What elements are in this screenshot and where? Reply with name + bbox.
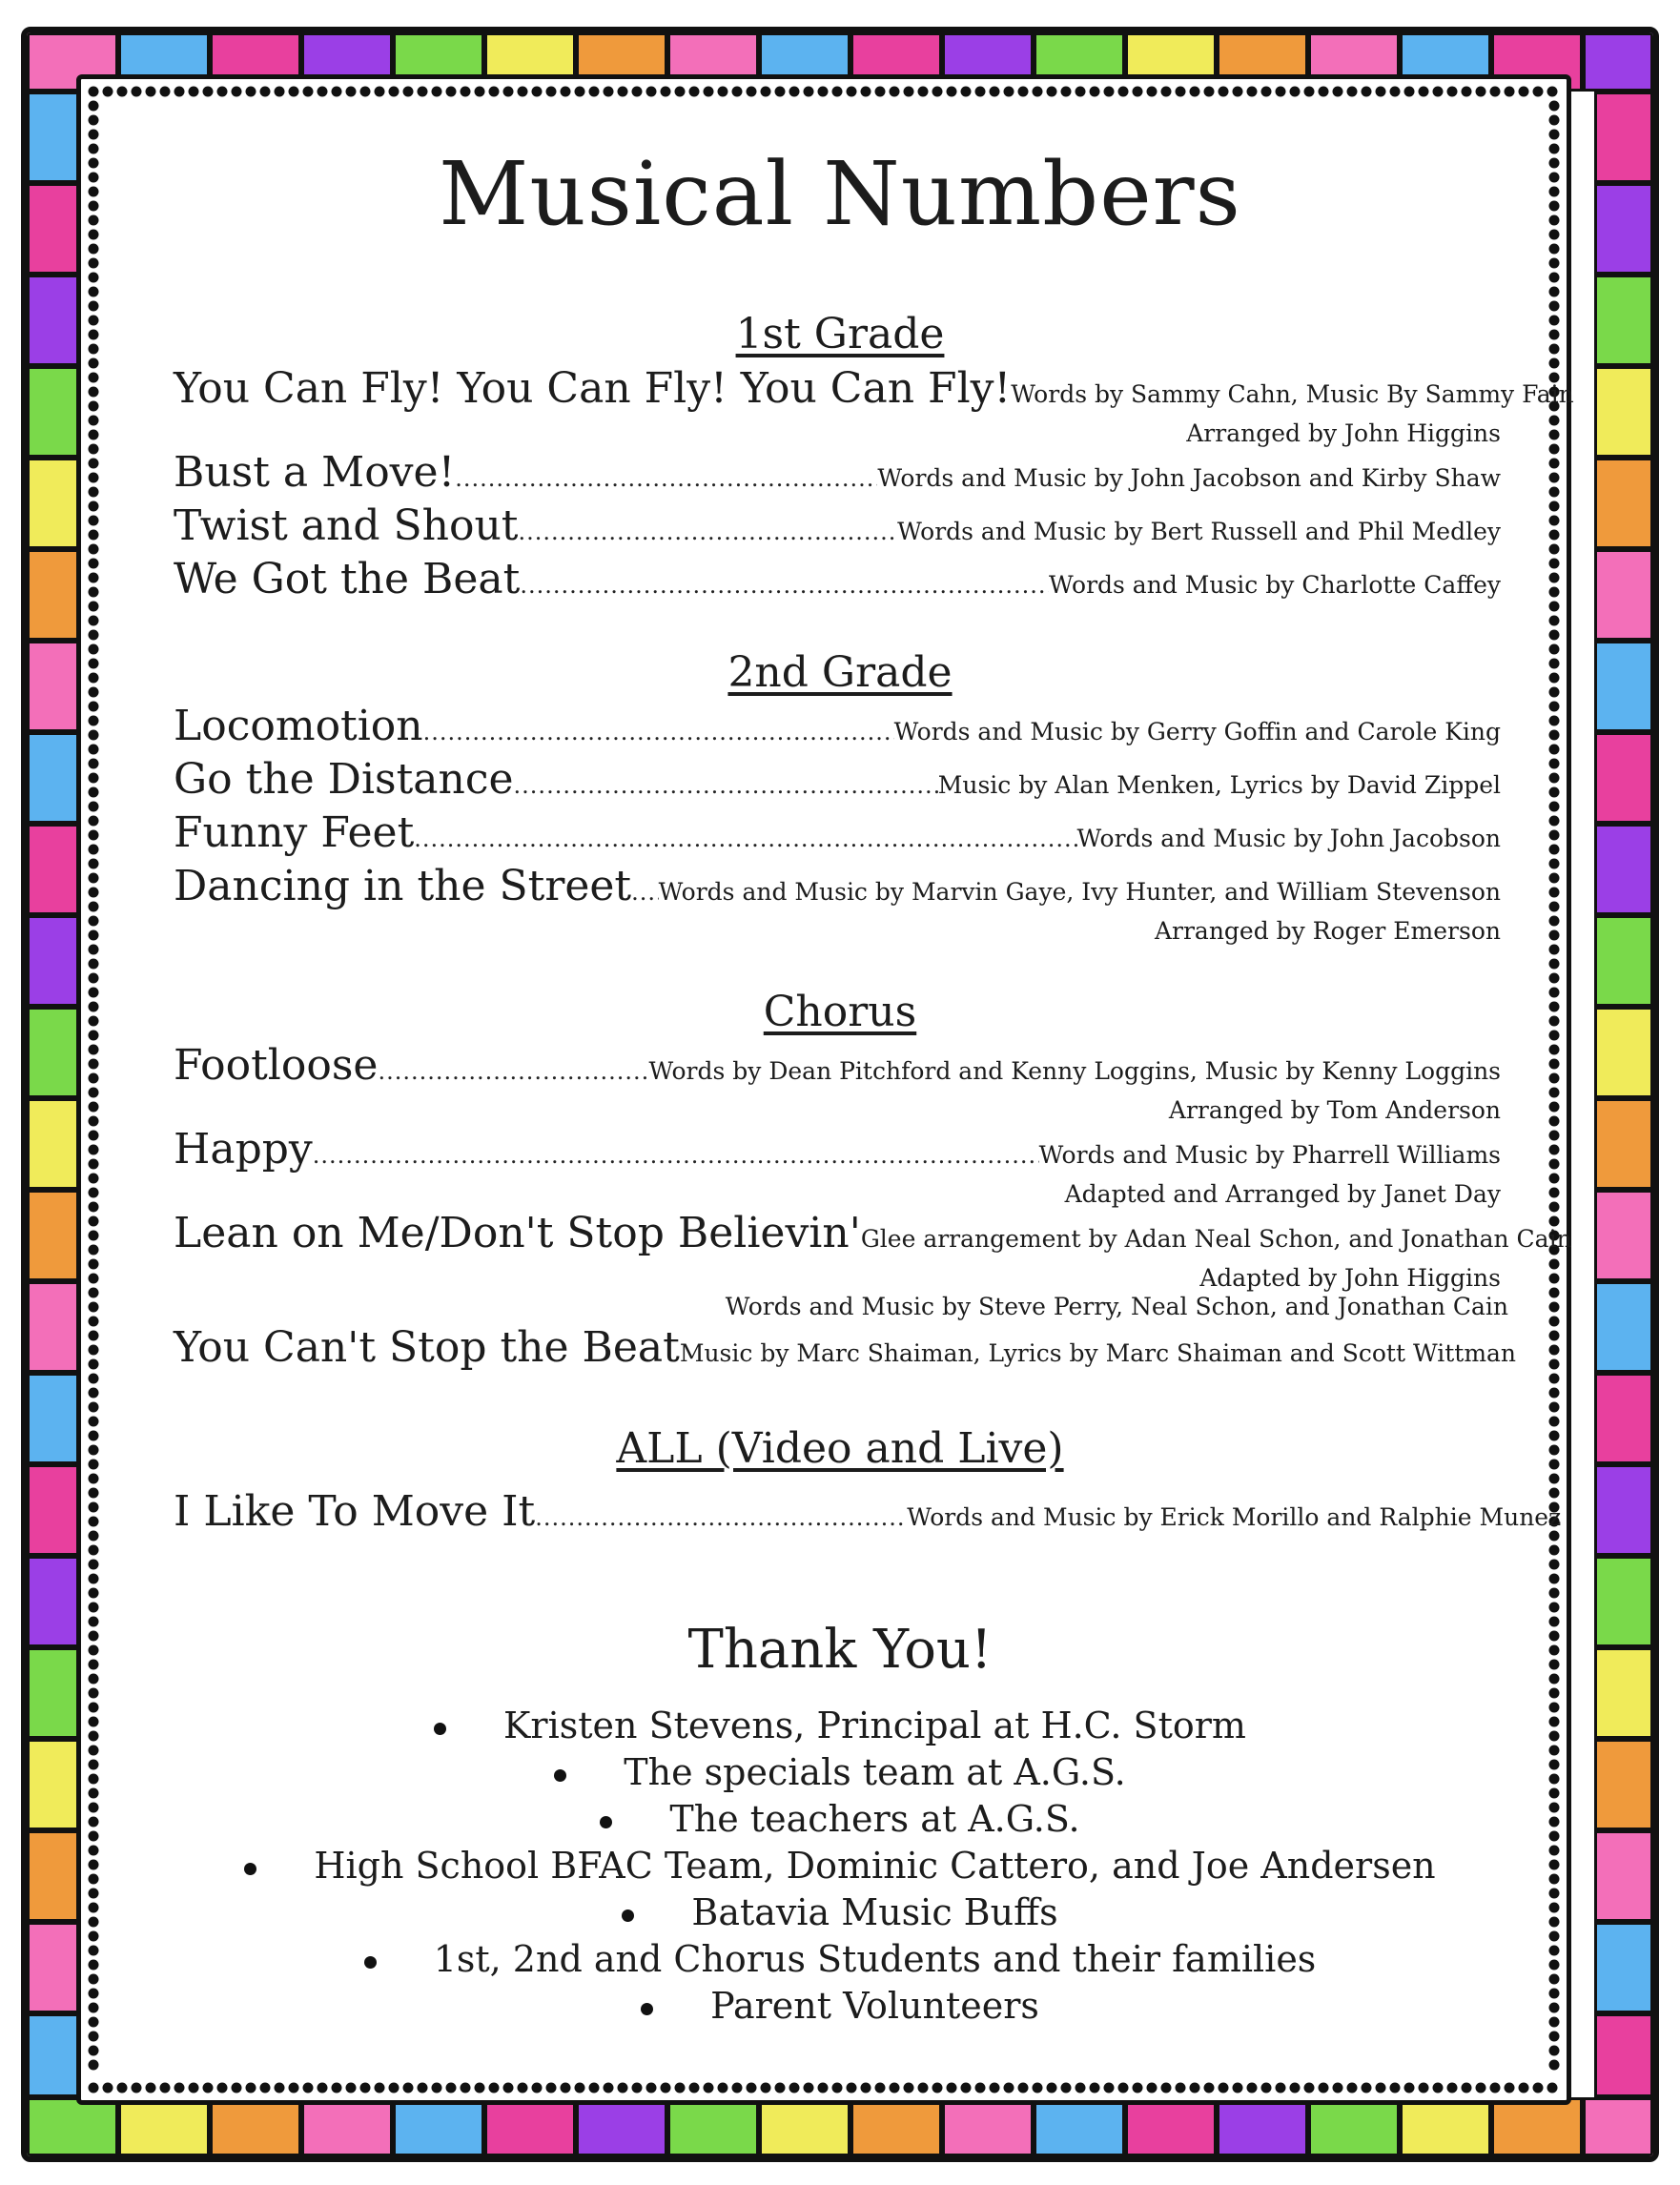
dot-leader [535,1504,907,1531]
song-credit: Words and Music by Marvin Gaye, Ivy Hunter, and William Stevenson [658,878,1501,906]
dot-leader [313,1142,1039,1169]
song-title: Lean on Me/Don't Stop Believin' [174,1209,861,1257]
thank-you-list [0,1703,1680,2030]
song-row [174,501,1501,550]
song-row [174,702,1501,750]
song-credit: Words and Music by Pharrell Williams [1038,1141,1501,1169]
song-credit-extra: Arranged by John Higgins [1186,419,1501,447]
bullet-icon [554,1769,566,1782]
dot-leader [423,719,894,745]
thank-you-item: Kristen Stevens, Principal at H.C. Storm [503,1705,1246,1746]
song-credit: Words and Music by John Jacobson [1076,825,1501,852]
song-row [174,1041,1501,1090]
song-title: Twist and Shout [174,501,519,550]
song-credit: Glee arrangement by Adan Neal Schon, and Jonathan Cain [860,1225,1572,1253]
dot-leader [378,1058,648,1085]
list-item [0,1889,1680,1936]
section-heading-chorus: Chorus [763,988,917,1036]
song-row [174,1487,1562,1536]
dot-leader [520,572,1049,599]
song-credit: Music by Alan Menken, Lyrics by David Zippel [937,771,1501,799]
dot-leader [518,519,897,545]
song-credit-extra: Arranged by Tom Anderson [1168,1096,1501,1124]
bullet-icon [434,1723,446,1735]
song-credit: Words by Sammy Cahn, Music By Sammy Fain [1011,380,1574,408]
list-item [0,1796,1680,1843]
song-title: Dancing in the Street [174,862,632,910]
thank-you-item: The specials team at A.G.S. [624,1751,1126,1793]
song-row [174,862,1501,910]
song-credit-extra: Adapted by John Higgins [1199,1264,1501,1292]
song-credit: Words and Music by Charlotte Caffey [1049,571,1501,599]
list-item [0,1703,1680,1749]
song-credit-extra: Adapted and Arranged by Janet Day [1064,1180,1501,1208]
list-item [0,1843,1680,1889]
song-credit-extra: Arranged by Roger Emerson [1154,917,1501,945]
list-item [0,1749,1680,1796]
song-row [174,364,1574,413]
thank-you-item: 1st, 2nd and Chorus Students and their families [433,1938,1317,1980]
song-row [174,555,1501,603]
song-title: You Can't Stop the Beat [174,1323,680,1372]
song-credit: Music by Marc Shaiman, Lyrics by Marc Shaiman and Scott Wittman [679,1339,1517,1367]
dot-leader [414,826,1076,852]
thank-you-item: The teachers at A.G.S. [669,1798,1080,1840]
song-row [174,1125,1501,1174]
song-row [174,1323,1517,1372]
page-title: Musical Numbers [439,143,1241,245]
dot-leader [514,772,938,799]
section-heading-1st-grade: 1st Grade [735,310,945,358]
song-credit: Words and Music by Gerry Goffin and Carole King [893,718,1501,745]
song-credit-extra: Words and Music by Steve Perry, Neal Schon, and Jonathan Cain [725,1293,1508,1320]
song-row [174,808,1501,857]
list-item [0,1936,1680,1983]
bullet-icon [622,1909,634,1922]
song-credit: Words by Dean Pitchford and Kenny Loggins, Music by Kenny Loggins [648,1057,1501,1085]
section-heading-2nd-grade: 2nd Grade [727,648,953,697]
dot-leader [631,879,659,906]
song-credit: Words and Music by Bert Russell and Phil Medley [897,518,1501,545]
song-title: Funny Feet [174,808,415,857]
thank-you-heading: Thank You! [687,1619,993,1681]
thank-you-item: Parent Volunteers [710,1985,1039,2027]
section-heading-all: ALL (Video and Live) [616,1424,1064,1473]
song-title: You Can Fly! You Can Fly! You Can Fly! [174,364,1012,413]
song-credit: Words and Music by Erick Morillo and Ralphie Munez [907,1503,1562,1531]
bullet-icon [600,1816,612,1828]
song-title: I Like To Move It [174,1487,536,1536]
bullet-icon [641,2003,653,2015]
thank-you-item: Batavia Music Buffs [691,1891,1058,1933]
dot-leader [455,465,877,492]
song-row [174,448,1501,497]
song-title: Go the Distance [174,755,514,804]
song-title: Footloose [174,1041,379,1090]
song-title: We Got the Beat [174,555,521,603]
song-row [174,755,1501,804]
bullet-icon [244,1863,256,1875]
bullet-icon [364,1956,377,1969]
song-credit: Words and Music by John Jacobson and Kirby Shaw [877,464,1501,492]
song-title: Bust a Move! [174,448,456,497]
thank-you-item: High School BFAC Team, Dominic Cattero, and Joe Andersen [314,1845,1436,1887]
song-row [174,1209,1572,1257]
song-title: Happy [174,1125,313,1174]
list-item [0,1983,1680,2030]
song-title: Locomotion [174,702,423,750]
